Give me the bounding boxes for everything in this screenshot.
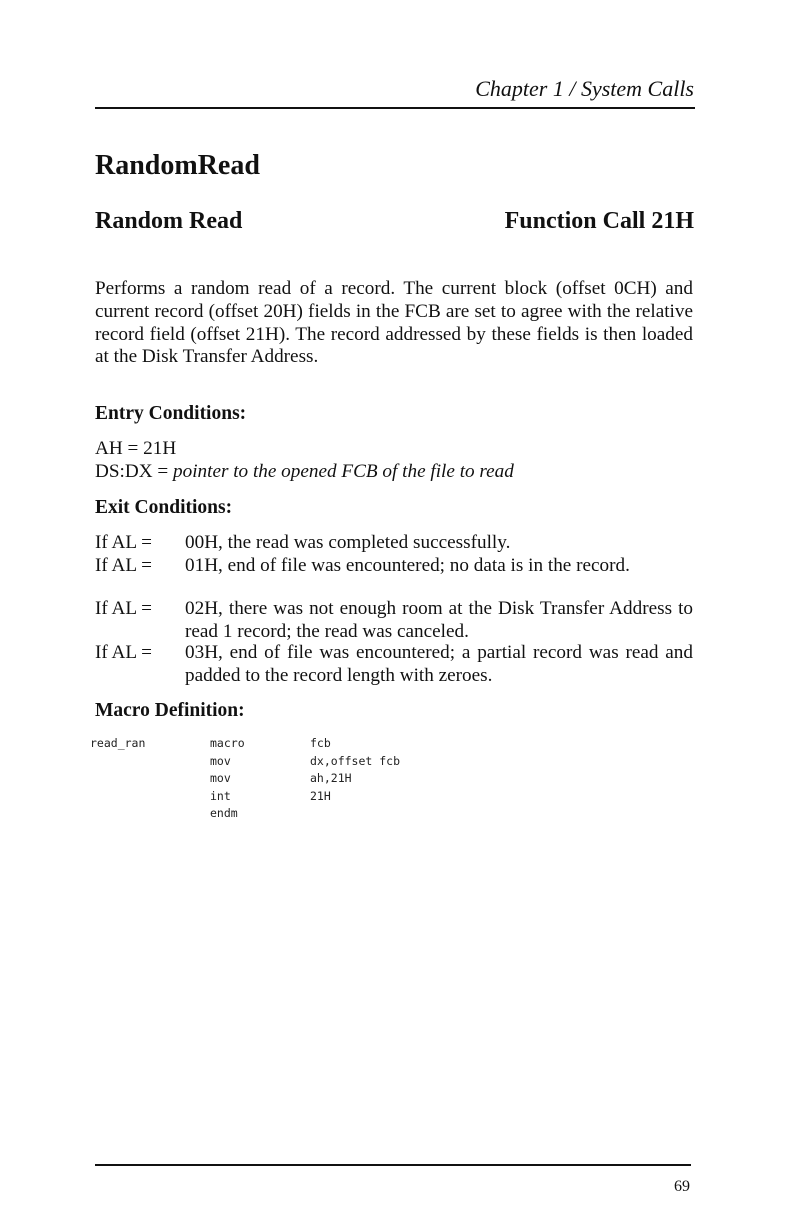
exit-condition-label: If AL = <box>95 532 152 553</box>
code-opcode: mov <box>210 771 231 785</box>
code-opcode: int <box>210 788 231 803</box>
code-operand: ah,21H <box>310 771 352 785</box>
function-call-number: Function Call 21H <box>504 208 694 234</box>
page-title: RandomRead <box>95 150 260 181</box>
macro-definition-heading: Macro Definition: <box>95 700 245 721</box>
page-number: 69 <box>674 1178 690 1195</box>
function-name: Random Read <box>95 208 243 234</box>
exit-condition-text: 03H, end of file was encountered; a partial record was read and padded to the record length with zeroes. <box>185 642 693 686</box>
description-paragraph: Performs a random read of a record. The current block (offset 0CH) and current record (offset 20H) fields in the FCB are set to agree with the relative record field (offset 21H). The record addressed by these fields is then loaded at the Disk Transfer Address. <box>95 278 693 368</box>
exit-conditions-heading: Exit Conditions: <box>95 497 233 518</box>
exit-condition-text: 00H, the read was completed successfully. <box>185 532 511 553</box>
exit-condition-label: If AL = <box>95 642 152 663</box>
exit-condition-label: If AL = <box>95 598 152 619</box>
exit-condition-item <box>95 598 693 643</box>
entry-conditions-heading: Entry Conditions: <box>95 403 247 424</box>
exit-condition-text: 01H, end of file was encountered; no data is in the record. <box>185 555 630 576</box>
footer-rule <box>95 1164 691 1166</box>
code-operand: fcb <box>310 736 331 750</box>
code-opcode: mov <box>210 753 231 768</box>
dsdx-value: pointer to the opened FCB of the file to read <box>173 461 514 482</box>
entry-dsdx-line <box>95 461 514 483</box>
exit-condition-item <box>95 555 693 578</box>
header-rule <box>95 107 695 109</box>
code-operand: dx,offset fcb <box>310 753 401 768</box>
exit-condition-label: If AL = <box>95 555 152 576</box>
code-opcode: endm <box>210 806 238 820</box>
code-label: read_ran <box>90 736 146 750</box>
running-head: Chapter 1 / System Calls <box>475 76 694 101</box>
exit-condition-item <box>95 642 693 687</box>
code-operand: 21H <box>310 788 331 803</box>
entry-ah-line: AH = 21H <box>95 438 177 459</box>
exit-condition-item <box>95 532 693 555</box>
exit-condition-text: 02H, there was not enough room at the Disk Transfer Address to read 1 record; the read was canceled. <box>185 598 693 642</box>
code-opcode: macro <box>210 736 245 750</box>
dsdx-label: DS:DX = <box>95 461 173 482</box>
